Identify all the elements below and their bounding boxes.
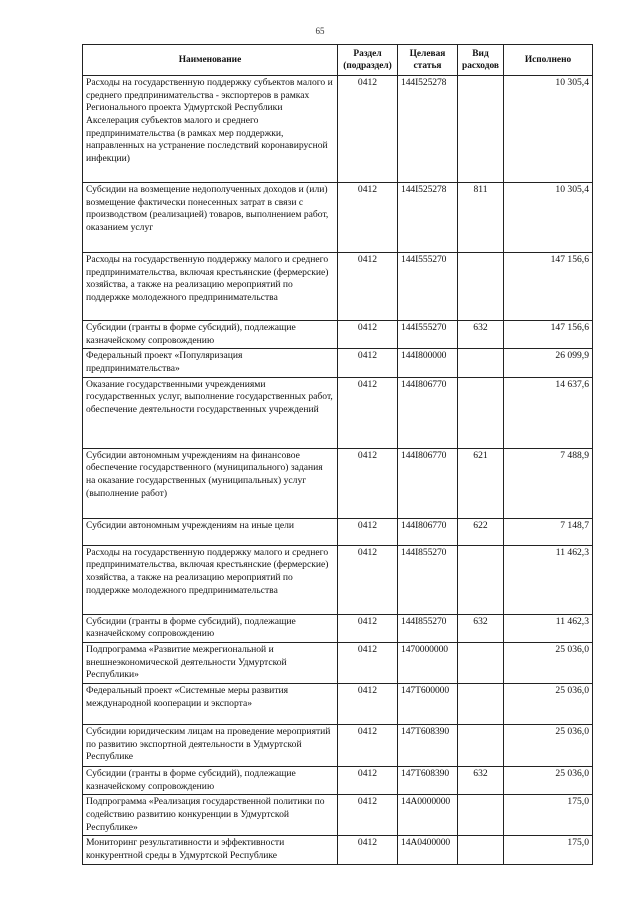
- row-section: 0412: [338, 836, 398, 864]
- row-kind: [458, 642, 504, 683]
- row-article: 147T600000: [398, 683, 458, 724]
- row-section: 0412: [338, 614, 398, 642]
- row-name: Подпрограмма «Реализация государственной политики по содействию развитию конкуренции в Удмуртской Республике»: [83, 795, 338, 836]
- table-row: [83, 642, 593, 683]
- row-kind: [458, 377, 504, 448]
- row-total: 7 488,9: [504, 448, 593, 518]
- table-row: [83, 321, 593, 349]
- row-section: 0412: [338, 518, 398, 545]
- row-article: 147T608390: [398, 766, 458, 794]
- row-section: 0412: [338, 183, 398, 253]
- row-name: Субсидии на возмещение недополученных доходов и (или) возмещение фактически понесенных затрат в связи с производством (реализацией) товаров, выполнением работ, оказанием услуг: [83, 183, 338, 253]
- row-article: 144I806770: [398, 448, 458, 518]
- row-kind: 622: [458, 518, 504, 545]
- row-total: 175,0: [504, 836, 593, 864]
- row-kind: 632: [458, 614, 504, 642]
- row-kind: [458, 724, 504, 766]
- table-row: [83, 377, 593, 448]
- row-article: 144I555270: [398, 321, 458, 349]
- row-article: 144I855270: [398, 545, 458, 614]
- row-total: 11 462,3: [504, 545, 593, 614]
- row-kind: [458, 795, 504, 836]
- header-kind: Вид расходов: [458, 45, 504, 76]
- row-kind: [458, 836, 504, 864]
- table-header-row: [83, 45, 593, 76]
- row-article: 144I806770: [398, 377, 458, 448]
- row-total: 175,0: [504, 795, 593, 836]
- table-row: [83, 545, 593, 614]
- row-total: 10 305,4: [504, 76, 593, 183]
- table-row: [83, 183, 593, 253]
- row-name: Субсидии (гранты в форме субсидий), подлежащие казначейскому сопровождению: [83, 766, 338, 794]
- row-kind: [458, 349, 504, 377]
- row-section: 0412: [338, 377, 398, 448]
- row-name: Субсидии автономным учреждениям на иные цели: [83, 518, 338, 545]
- row-total: 25 036,0: [504, 766, 593, 794]
- row-section: 0412: [338, 545, 398, 614]
- row-name: Оказание государственными учреждениями государственных услуг, выполнение государственных работ, обеспечение деятельности государственных учреждений: [83, 377, 338, 448]
- row-section: 0412: [338, 642, 398, 683]
- row-kind: [458, 545, 504, 614]
- row-kind: 811: [458, 183, 504, 253]
- row-name: Мониторинг результативности и эффективности конкурентной среды в Удмуртской Республике: [83, 836, 338, 864]
- row-article: 147T608390: [398, 724, 458, 766]
- row-name: Субсидии (гранты в форме субсидий), подлежащие казначейскому сопровождению: [83, 321, 338, 349]
- row-total: 147 156,6: [504, 253, 593, 321]
- row-kind: [458, 683, 504, 724]
- header-section: Раздел (подраздел): [338, 45, 398, 76]
- row-total: 7 148,7: [504, 518, 593, 545]
- header-article: Целевая статья: [398, 45, 458, 76]
- row-article: 144I555270: [398, 253, 458, 321]
- table-row: [83, 766, 593, 794]
- row-total: 147 156,6: [504, 321, 593, 349]
- row-name: Расходы на государственную поддержку субъектов малого и среднего предпринимательства - экспортеров в рамках Регионального проекта Удмуртской Республики Акселерация субъектов малого и среднего предпринимательства (в рамках мер поддержки, направленных на устранение последствий коронавирусной инфекции): [83, 76, 338, 183]
- row-name: Субсидии (гранты в форме субсидий), подлежащие казначейскому сопровождению: [83, 614, 338, 642]
- row-section: 0412: [338, 321, 398, 349]
- table-row: [83, 836, 593, 864]
- row-article: 144I855270: [398, 614, 458, 642]
- row-name: Субсидии юридическим лицам на проведение мероприятий по развитию экспортной деятельности в Удмуртской Республике: [83, 724, 338, 766]
- row-article: 14A0400000: [398, 836, 458, 864]
- row-kind: [458, 76, 504, 183]
- table-row: [83, 518, 593, 545]
- row-section: 0412: [338, 76, 398, 183]
- row-section: 0412: [338, 795, 398, 836]
- table-row: [83, 448, 593, 518]
- row-article: 14A0000000: [398, 795, 458, 836]
- row-section: 0412: [338, 349, 398, 377]
- row-article: 144I806770: [398, 518, 458, 545]
- row-kind: 632: [458, 321, 504, 349]
- header-total: Исполнено: [504, 45, 593, 76]
- row-article: 144I525278: [398, 183, 458, 253]
- table-row: [83, 614, 593, 642]
- row-section: 0412: [338, 253, 398, 321]
- table-row: [83, 724, 593, 766]
- row-section: 0412: [338, 448, 398, 518]
- row-total: 10 305,4: [504, 183, 593, 253]
- row-article: 144I800000: [398, 349, 458, 377]
- header-name: Наименование: [83, 45, 338, 76]
- row-kind: 632: [458, 766, 504, 794]
- budget-table: [82, 44, 593, 865]
- row-total: 25 036,0: [504, 642, 593, 683]
- row-name: Федеральный проект «Популяризация предпринимательства»: [83, 349, 338, 377]
- row-total: 25 036,0: [504, 683, 593, 724]
- row-name: Расходы на государственную поддержку малого и среднего предпринимательства, включая крестьянские (фермерские) хозяйства, а также на реализацию мероприятий по поддержке молодежного предпринимательства: [83, 545, 338, 614]
- row-name: Подпрограмма «Развитие межрегиональной и внешнеэкономической деятельности Удмуртской Республики»: [83, 642, 338, 683]
- row-section: 0412: [338, 766, 398, 794]
- row-section: 0412: [338, 683, 398, 724]
- table-row: [83, 349, 593, 377]
- row-kind: 621: [458, 448, 504, 518]
- table-row: [83, 76, 593, 183]
- table-row: [83, 795, 593, 836]
- table-row: [83, 253, 593, 321]
- row-name: Федеральный проект «Системные меры развития международной кооперации и экспорта»: [83, 683, 338, 724]
- row-total: 14 637,6: [504, 377, 593, 448]
- row-section: 0412: [338, 724, 398, 766]
- row-name: Расходы на государственную поддержку малого и среднего предпринимательства, включая крестьянские (фермерские) хозяйства, а также на реализацию мероприятий по поддержке молодежного предпринимательства: [83, 253, 338, 321]
- row-article: 144I525278: [398, 76, 458, 183]
- page-number: 65: [315, 26, 325, 36]
- row-total: 11 462,3: [504, 614, 593, 642]
- row-total: 25 036,0: [504, 724, 593, 766]
- table-row: [83, 683, 593, 724]
- row-total: 26 099,9: [504, 349, 593, 377]
- row-kind: [458, 253, 504, 321]
- row-name: Субсидии автономным учреждениям на финансовое обеспечение государственного (муниципального) задания на оказание государственных (муниципальных) услуг (выполнение работ): [83, 448, 338, 518]
- row-article: 1470000000: [398, 642, 458, 683]
